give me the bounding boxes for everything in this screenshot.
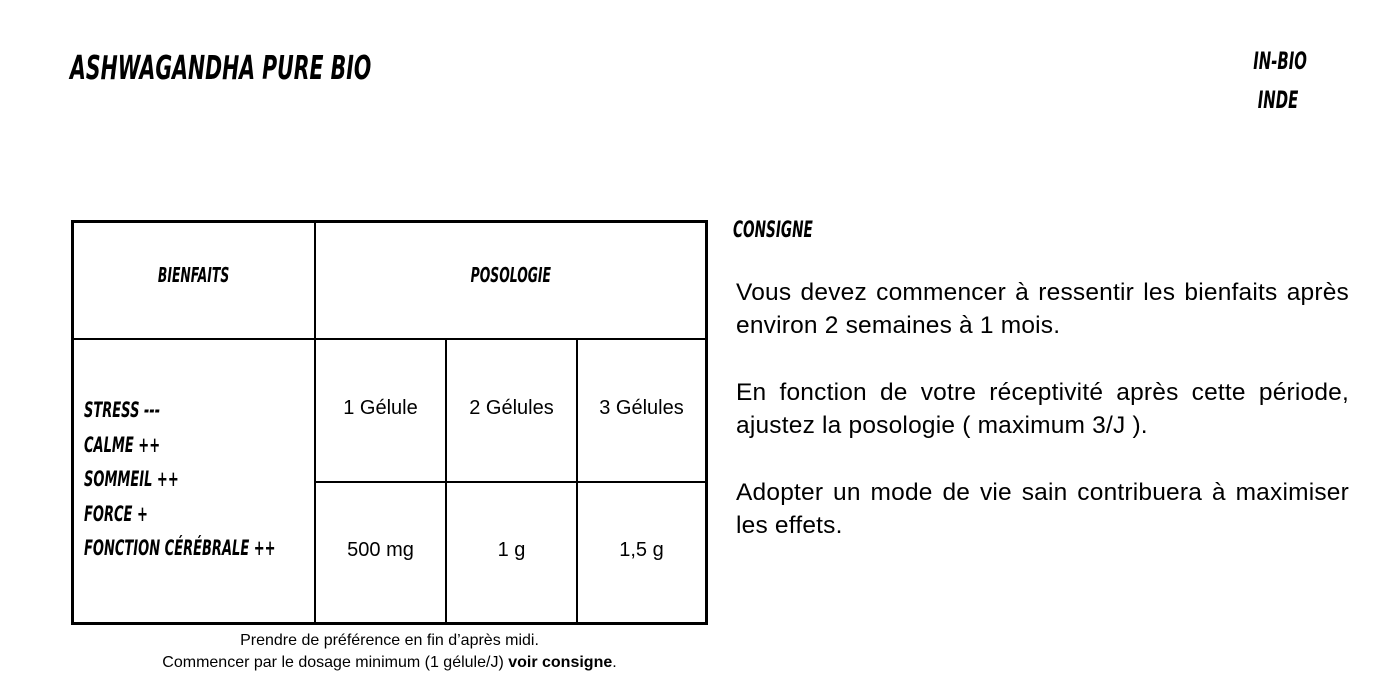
column-divider [445, 338, 447, 622]
consigne-paragraph: Adopter un mode de vie sain contribuera à maximiser les effets. [736, 479, 1349, 539]
header-divider [74, 338, 705, 340]
dosage-table [71, 220, 708, 625]
origin-country: INDE [1257, 86, 1299, 114]
benefits-list [84, 393, 324, 566]
capsule-count-cell: 1 Gélule [343, 397, 418, 419]
benefit-item: FONCTION CÉRÉBRALE ++ [84, 536, 276, 560]
capsule-count-cell: 3 Gélules [599, 397, 684, 419]
footnote-text: . [612, 654, 617, 671]
product-title: ASHWAGANDHA PURE BIO [70, 48, 372, 87]
header-dosage: POSOLOGIE [470, 263, 551, 287]
consigne-text [736, 276, 1349, 576]
consigne-paragraph: En fonction de votre réceptivité après cette période, ajustez la posologie ( maximum 3/J ). [736, 379, 1349, 439]
benefit-item: STRESS --- [84, 398, 161, 422]
benefit-item: CALME ++ [84, 432, 161, 457]
amount-cell: 1 g [497, 539, 526, 561]
amount-cell: 1,5 g [619, 539, 664, 561]
column-divider [576, 338, 578, 622]
origin-label [1238, 42, 1318, 120]
amount-cell: 500 mg [347, 539, 414, 561]
footnote-line [71, 652, 708, 674]
header-benefits: BIENFAITS [158, 263, 230, 287]
benefit-item: FORCE + [84, 501, 148, 526]
origin-brand: IN-BIO [1253, 47, 1307, 75]
footnote-text: Commencer par le dosage minimum (1 gélule/J) [162, 654, 509, 671]
dosage-footnote [71, 630, 708, 674]
consigne-paragraph: Vous devez commencer à ressentir les bienfaits après environ 2 semaines à 1 mois. [736, 279, 1349, 339]
benefit-item: SOMMEIL ++ [84, 467, 179, 491]
footnote-emphasis: voir consigne [508, 654, 613, 671]
footnote-line: Prendre de préférence en fin d’après midi. [240, 632, 539, 649]
row-divider [314, 481, 705, 483]
capsule-count-cell: 2 Gélules [469, 397, 554, 419]
consigne-heading: CONSIGNE [733, 218, 813, 243]
